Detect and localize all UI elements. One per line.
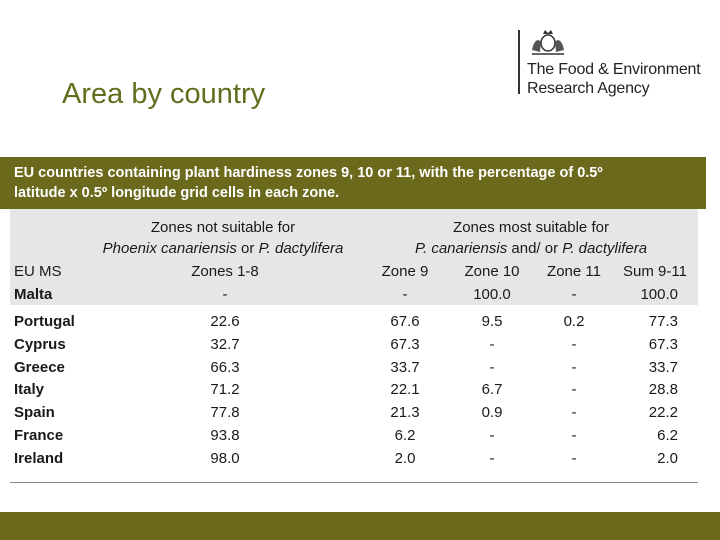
royal-crest-icon <box>528 28 568 56</box>
table-cell: 67.3 <box>648 336 678 353</box>
row-country-malta: Malta <box>14 286 53 303</box>
table-cell: 21.3 <box>390 404 420 421</box>
column-header-zones-1-8: Zones 1-8 <box>191 263 259 280</box>
table-cell: 2.0 <box>394 450 416 467</box>
table-cell: 77.3 <box>648 313 678 330</box>
row-country-cyprus: Cyprus <box>14 336 66 353</box>
group-heading-suitable: Zones most suitable for <box>453 219 609 236</box>
logo-line-1: The Food & Environment <box>527 61 701 78</box>
caption-line-1: EU countries containing plant hardiness zones 9, 10 or 11, with the percentage of 0.5º <box>14 165 603 181</box>
page-title: Area by country <box>62 78 266 110</box>
table-cell: 67.3 <box>390 336 420 353</box>
table-cell: - <box>489 336 495 353</box>
logo-line-2: Research Agency <box>527 80 650 97</box>
conjunction: and/ or <box>507 240 563 257</box>
agency-logo <box>518 28 718 100</box>
table-cell: 32.7 <box>210 336 240 353</box>
conjunction: or <box>236 240 259 257</box>
table-cell: 6.2 <box>657 427 678 444</box>
column-header-zone-9: Zone 9 <box>381 263 429 280</box>
table-cell: 100.0 <box>473 286 511 303</box>
table-cell: 71.2 <box>210 381 240 398</box>
table-cell: 0.9 <box>481 404 503 421</box>
row-country-france: France <box>14 427 64 444</box>
table-cell: 33.7 <box>648 359 678 376</box>
row-country-ireland: Ireland <box>14 450 64 467</box>
column-header-zone-10: Zone 10 <box>464 263 520 280</box>
table-cell: 2.0 <box>657 450 678 467</box>
row-country-portugal: Portugal <box>14 313 75 330</box>
species-name: P. dactylifera <box>258 240 344 257</box>
row-country-italy: Italy <box>14 381 45 398</box>
table-cell: - <box>571 450 577 467</box>
table-cell: - <box>571 336 577 353</box>
table-cell: 22.2 <box>648 404 678 421</box>
table-cell: 9.5 <box>481 313 503 330</box>
table-cell: - <box>402 286 408 303</box>
group-subheading-not-suitable <box>80 240 366 257</box>
table-cell: 0.2 <box>563 313 585 330</box>
table-caption <box>0 157 706 209</box>
table-cell: - <box>222 286 228 303</box>
species-name: P. dactylifera <box>562 240 648 257</box>
table-cell: 100.0 <box>640 286 678 303</box>
table-cell: 93.8 <box>210 427 240 444</box>
table-cell: - <box>489 427 495 444</box>
table-cell: 6.2 <box>394 427 416 444</box>
footer-bar <box>0 512 720 540</box>
table-cell: 22.6 <box>210 313 240 330</box>
column-header-zone-11: Zone 11 <box>547 263 601 280</box>
species-name: Phoenix canariensis <box>102 240 237 257</box>
table-cell: 28.8 <box>648 381 678 398</box>
table-cell: - <box>571 404 577 421</box>
table-cell: - <box>489 359 495 376</box>
group-subheading-suitable <box>386 240 676 257</box>
table-cell: - <box>571 286 577 303</box>
row-country-greece: Greece <box>14 359 65 376</box>
caption-line-2: latitude x 0.5º longitude grid cells in each zone. <box>14 185 340 201</box>
group-heading-not-suitable: Zones not suitable for <box>150 219 296 236</box>
table-cell: 98.0 <box>210 450 240 467</box>
table-bottom-rule <box>10 482 698 483</box>
column-header-eu-ms: EU MS <box>14 263 62 280</box>
table-cell: - <box>571 359 577 376</box>
table-cell: 66.3 <box>210 359 240 376</box>
species-name: P. canariensis <box>414 240 508 257</box>
logo-text <box>527 60 700 98</box>
column-header-sum-9-11: Sum 9-11 <box>623 263 687 280</box>
table-cell: - <box>489 450 495 467</box>
table-cell: - <box>571 427 577 444</box>
table-cell: 67.6 <box>390 313 420 330</box>
table-cell: 6.7 <box>481 381 503 398</box>
table-cell: 33.7 <box>390 359 420 376</box>
table-cell: - <box>571 381 577 398</box>
row-country-spain: Spain <box>14 404 55 421</box>
logo-divider <box>518 30 520 94</box>
table-cell: 22.1 <box>390 381 420 398</box>
table-cell: 77.8 <box>210 404 240 421</box>
